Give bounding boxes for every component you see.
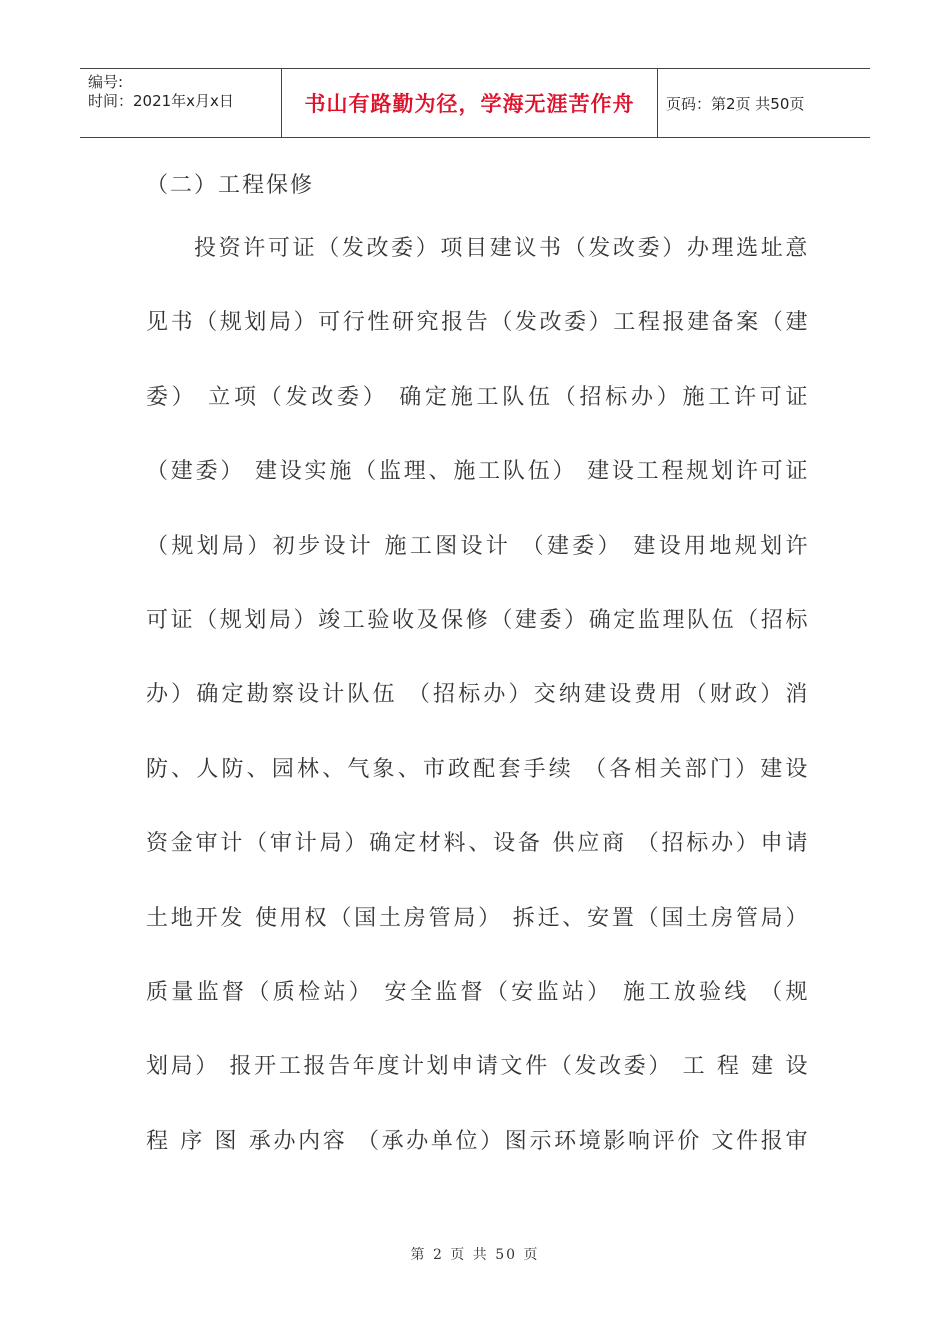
header-meta: [80, 69, 282, 137]
page-footer: 第 2 页 共 50 页: [410, 1247, 540, 1263]
section-subheading: （二）工程保修: [146, 173, 315, 198]
body-paragraph: 投资许可证（发改委）项目建议书（发改委）办理选址意见书（规划局）可行性研究报告（发改委）工程报建备案（建委） 立项（发改委） 确定施工队伍（招标办）施工许可证（建委） 建设实施（监理、施工队伍） 建设工程规划许可证（规划局）初步设计 施工图设计 （建委） 建设用地规划许可证（规划局）竣工验收及保修（建委）确定监理队伍（招标办）确定勘察设计队伍 （招标办）交纳建设费用（财政）消防、人防、园林、气象、市政配套手续 （各相关部门）建设资金审计（审计局）确定材料、设备 供应商 （招标办）申请土地开发 使用权（国土房管局） 拆迁、安置（国土房管局） 质量监督（质检站） 安全监督（安监站） 施工放验线 （规划局） 报开工报告年度计划申请文件（发改委） 工 程 建 设 程 序 图 承办内容 （承办单位）图示环境影响评价 文件报审: [146, 236, 810, 1154]
document-time: 时间：2021年x月x日: [88, 92, 234, 110]
document-number-label: 编号:: [88, 73, 124, 91]
header-motto: 书山有路勤为径，学海无涯苦作舟: [282, 69, 658, 137]
header-page-info: 页码：第2页 共50页: [666, 94, 805, 113]
page-header: [80, 68, 870, 138]
document-body: [146, 160, 810, 1179]
